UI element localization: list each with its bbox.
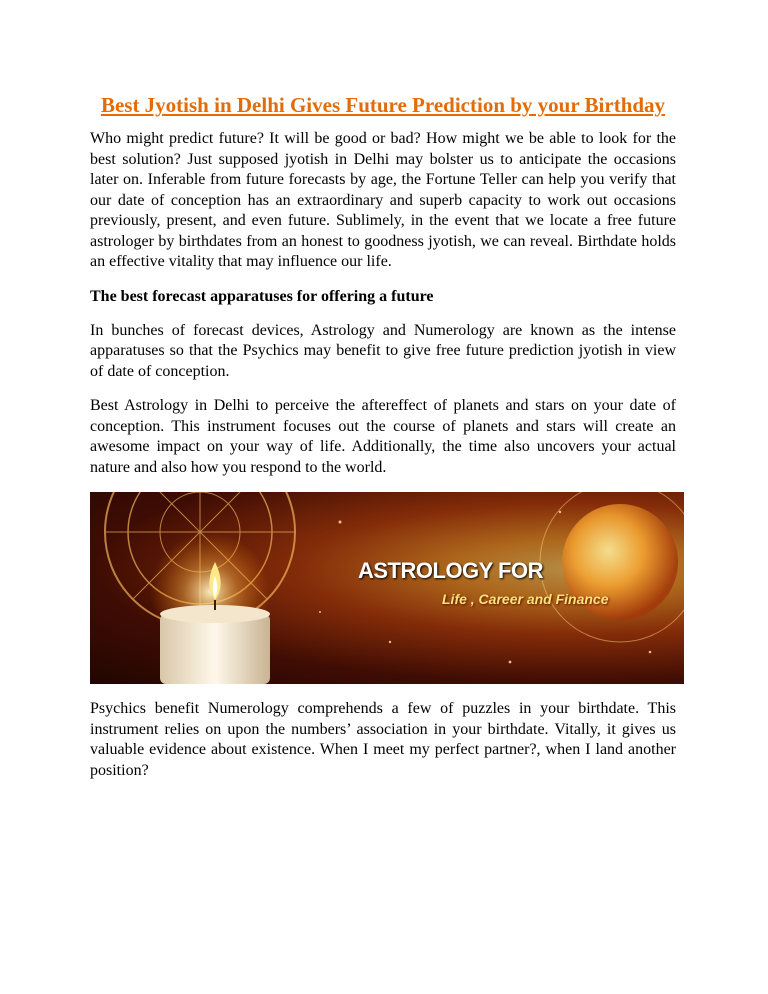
paragraph-3: Best Astrology in Delhi to perceive the aftereffect of planets and stars on your date of conception. This instrument focuses out the course of planets and stars will create an awesome impact on your way of life. Additionally, the time also uncovers your actual nature and also how you respond to the world.: [90, 397, 676, 476]
paragraph-4: Psychics benefit Numerology comprehends a few of puzzles in your birthdate. This instrument relies on upon the numbers’ association in your birthdate. Vitally, it gives us valuable evidence about existence. When I meet my perfect partner?, when I land another position?: [90, 700, 676, 779]
banner-artwork: [90, 492, 684, 684]
astrology-banner-image: [90, 492, 684, 684]
page-title: Best Jyotish in Delhi Gives Future Prediction by your Birthday: [100, 93, 666, 117]
document-page: [90, 92, 676, 795]
section-heading: The best forecast apparatuses for offering a future: [90, 287, 434, 305]
banner-title: ASTROLOGY FOR: [358, 558, 543, 583]
banner-subtitle: Life , Career and Finance: [442, 591, 609, 607]
intro-paragraph: Who might predict future? It will be good or bad? How might we be able to look for the best solution? Just supposed jyotish in Delhi may bolster us to anticipate the occasions later on. Inferable from future forecasts by age, the Fortune Teller can help you verify that our date of conception has an extraordinary and superb capacity to work out occasions previously, present, and even future. Sublimely, in the event that we locate a free future astrologer by birthdates from an honest to goodness jyotish, we can reveal. Birthdate holds an effective vitality that may influence our life.: [90, 130, 676, 270]
paragraph-2: In bunches of forecast devices, Astrology and Numerology are known as the intense apparatuses so that the Psychics may benefit to give free future prediction jyotish in view of date of conception.: [90, 321, 676, 380]
candle: [160, 614, 270, 684]
